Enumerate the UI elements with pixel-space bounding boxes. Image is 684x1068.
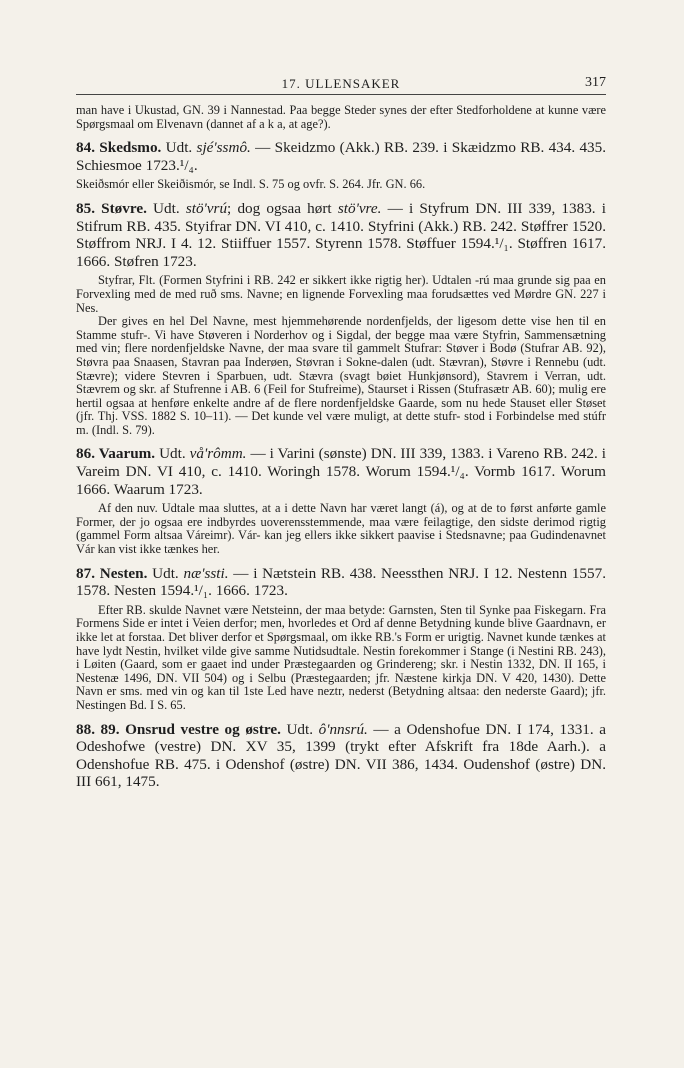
- text-segment: ; dog ogsaa hørt: [227, 199, 338, 217]
- entry-number: 87.: [76, 564, 100, 582]
- text-segment: Udt.: [161, 139, 197, 157]
- text-segment: Skeiðsmór eller Skeiðismór, se Indl. S. 75 og ovfr. S. 264. Jfr. GN. 66.: [76, 177, 426, 192]
- entry-number: 84.: [76, 139, 100, 157]
- text-segment: Styfrar, Flt. (Formen Styfrini i RB. 242 er sikkert ikke rigtig her). Udtalen -rú maa grunde sig paa en Forvexling med de med ruð sms. Navne; en lignende Forvexling maa forudsættes ved Mørdre GN. 227 i Nes.: [76, 273, 606, 315]
- paragraph: [76, 139, 606, 174]
- text-segment: — i Nætstein RB. 438. Neessthen NRJ. I 12. Nestenn 1557. 1578. Nesten 1594.¹/₁. 1666. 1723.: [76, 564, 607, 600]
- entry-headword: Vaarum.: [98, 445, 156, 463]
- entry-headword: Nesten.: [99, 564, 148, 582]
- entry-number: 86.: [76, 445, 99, 463]
- paragraph: [76, 315, 606, 437]
- text-segment: — i Varini (sønste) DN. III 339, 1383. i Vareno RB. 242. i Vareim DN. VI 410, c. 1410. Woringh 1578. Worum 1594.¹/₄. Vormb 1617. Worum 1666. Waarum 1723.: [76, 445, 607, 498]
- entry-headword: Skedsmo.: [99, 139, 162, 157]
- running-title: 17. ULLENSAKER: [281, 76, 401, 91]
- entry-number: 85.: [76, 199, 102, 217]
- paragraph: [76, 178, 606, 192]
- text-segment: Udt.: [280, 720, 319, 738]
- text-segment: — i Styfrum DN. III 339, 1383. i Stifrum RB. 435. Styifrar DN. VI 410, c. 1410. Styfrini (Akk.) RB. 242. Støffrer 1520. Støffrom NRJ. I 4. 12. Stiiffuer 1557. Styrenn 1578. Støffuer 1594.¹/₁. Støffren 1617. 1666. Støfren 1723.: [76, 199, 607, 270]
- entry-number: 88. 89.: [76, 720, 126, 738]
- text-segment: Udt.: [146, 199, 186, 217]
- text-segment: Udt.: [147, 564, 184, 582]
- text-segment: Af den nuv. Udtale maa sluttes, at a i dette Navn har været langt (á), og at de to først anførte gamle Former, der jo ogsaa ere indbyrdes uoverensstemmende, maa være feilagtige, den sidste derimod rigtig (gammel Form altsaa Váreimr). Vár- kan jeg ellers ikke sikkert paavise i Stedsnavne; paa Gudindenavnet Vár kan vist ikke tænkes her.: [76, 501, 606, 557]
- paragraph: [76, 604, 606, 713]
- paragraph: [76, 721, 606, 791]
- page-number: 317: [585, 75, 606, 90]
- pronunciation: vå'rômm.: [189, 445, 247, 463]
- paragraph: [76, 565, 606, 600]
- text-segment: Udt.: [155, 445, 190, 463]
- text-segment: — Skeidzmo (Akk.) RB. 239. i Skæidzmo RB. 434. 435. Schiesmoe 1723.¹/₄.: [76, 139, 607, 174]
- text-segment: — a Odenshofue DN. I 174, 1331. a Odeshofwe (vestre) DN. XV 35, 1399 (trykt efter Afskrift fra 18de Aarh.). a Odenshofue RB. 475. i Odenshof (østre) DN. VII 386, 1434. Oudenshof (østre) DN. III 661, 1475.: [76, 720, 606, 791]
- page-body: [76, 104, 606, 791]
- paragraph: [76, 274, 606, 315]
- entry-headword: Støvre.: [101, 199, 147, 217]
- pronunciation: stö'vrú: [185, 199, 228, 217]
- page-header: [76, 72, 606, 95]
- pronunciation: næ'ssti.: [183, 564, 229, 582]
- text-segment: Der gives en hel Del Navne, mest hjemmehørende nordenfjelds, der ligesom dette vise hen til en Stamme stufr-. Vi have Støveren i Norderhov og i Sigdal, der begge maa være Styfrin, Sammensætning med vin; flere nordenfjeldske Navne, der maa svare til gammelt Stufrar: Støver i Bodø (Stufrar AB. 92), Støvra paa Snaasen, Stavran paa Inderøen, Støvran i Sokne-dalen (udt. Stævran), Støvre i Rennebu (udt. Stævre); videre Stevren i Sparbuen, udt. Stævra (svagt bøiet Hunkjønsord), Stavrem i Verran, udt. Stævrem og skr. af Stufrenne i AB. 6 (Feil for Stufreime), Staurset i Rissen (Stufrasætr AB. 60); mulig ere hertil ogsaa at henføre enkelte andre af de flere nordenfjeldske Gaarde, som nu hede Stauset eller Støset (jfr. Thj. VSS. 1882 S. 10–11). — Det kunde vel være muligt, at dette stufr- stod i Forbindelse med stúfr m. (Indl. S. 79).: [76, 314, 606, 437]
- paragraph: [76, 445, 606, 498]
- text-segment: Efter RB. skulde Navnet være Netsteinn, der maa betyde: Garnsten, Sten til Synke paa Fiskegarn. Fra Formens Side er intet i Veien derfor; men, hvorledes et Ord af denne Betydning kunde blive Gaardnavn, er ikke let at forstaa. Det bliver derfor et Spørgsmaal, om ikke RB.'s Form er urigtig. Navnet kunde tænkes at have lydt Nestin, hvilket vilde give samme Nutidsudtale. Nestin forekommer i Stange (i Nestini RB. 243), i Løiten (Gaard, som er gaaet ind under Præstegaarden og Grindereng; skr. i Nestin 1332, DN. II 165, i Nestenæ 1496, DN. VII 504) og i Selbu (Præstegaarden; jfr. Næstene kirkja DN. V 420, 1430). Dette Navn er sms. med vin og kan til 1ste Led have neztr, nederst (Betydning altsaa: den nederste Gaard); jfr. Nestingen Bd. I S. 65.: [76, 602, 606, 712]
- pronunciation: sjé'ssmô.: [196, 139, 251, 157]
- pronunciation: ô'nnsrú.: [318, 720, 368, 738]
- text-segment: man have i Ukustad, GN. 39 i Nannestad. Paa begge Steder synes der efter Stedforholdene at kunne være Spørgsmaal om Elvenavn (dannet af a k a, at age?).: [76, 103, 606, 131]
- entry-headword: Onsrud vestre og østre.: [125, 720, 281, 738]
- paragraph: [76, 502, 606, 556]
- paragraph: [76, 200, 606, 270]
- paragraph: [76, 104, 606, 131]
- pronunciation: stö'vre.: [337, 199, 382, 217]
